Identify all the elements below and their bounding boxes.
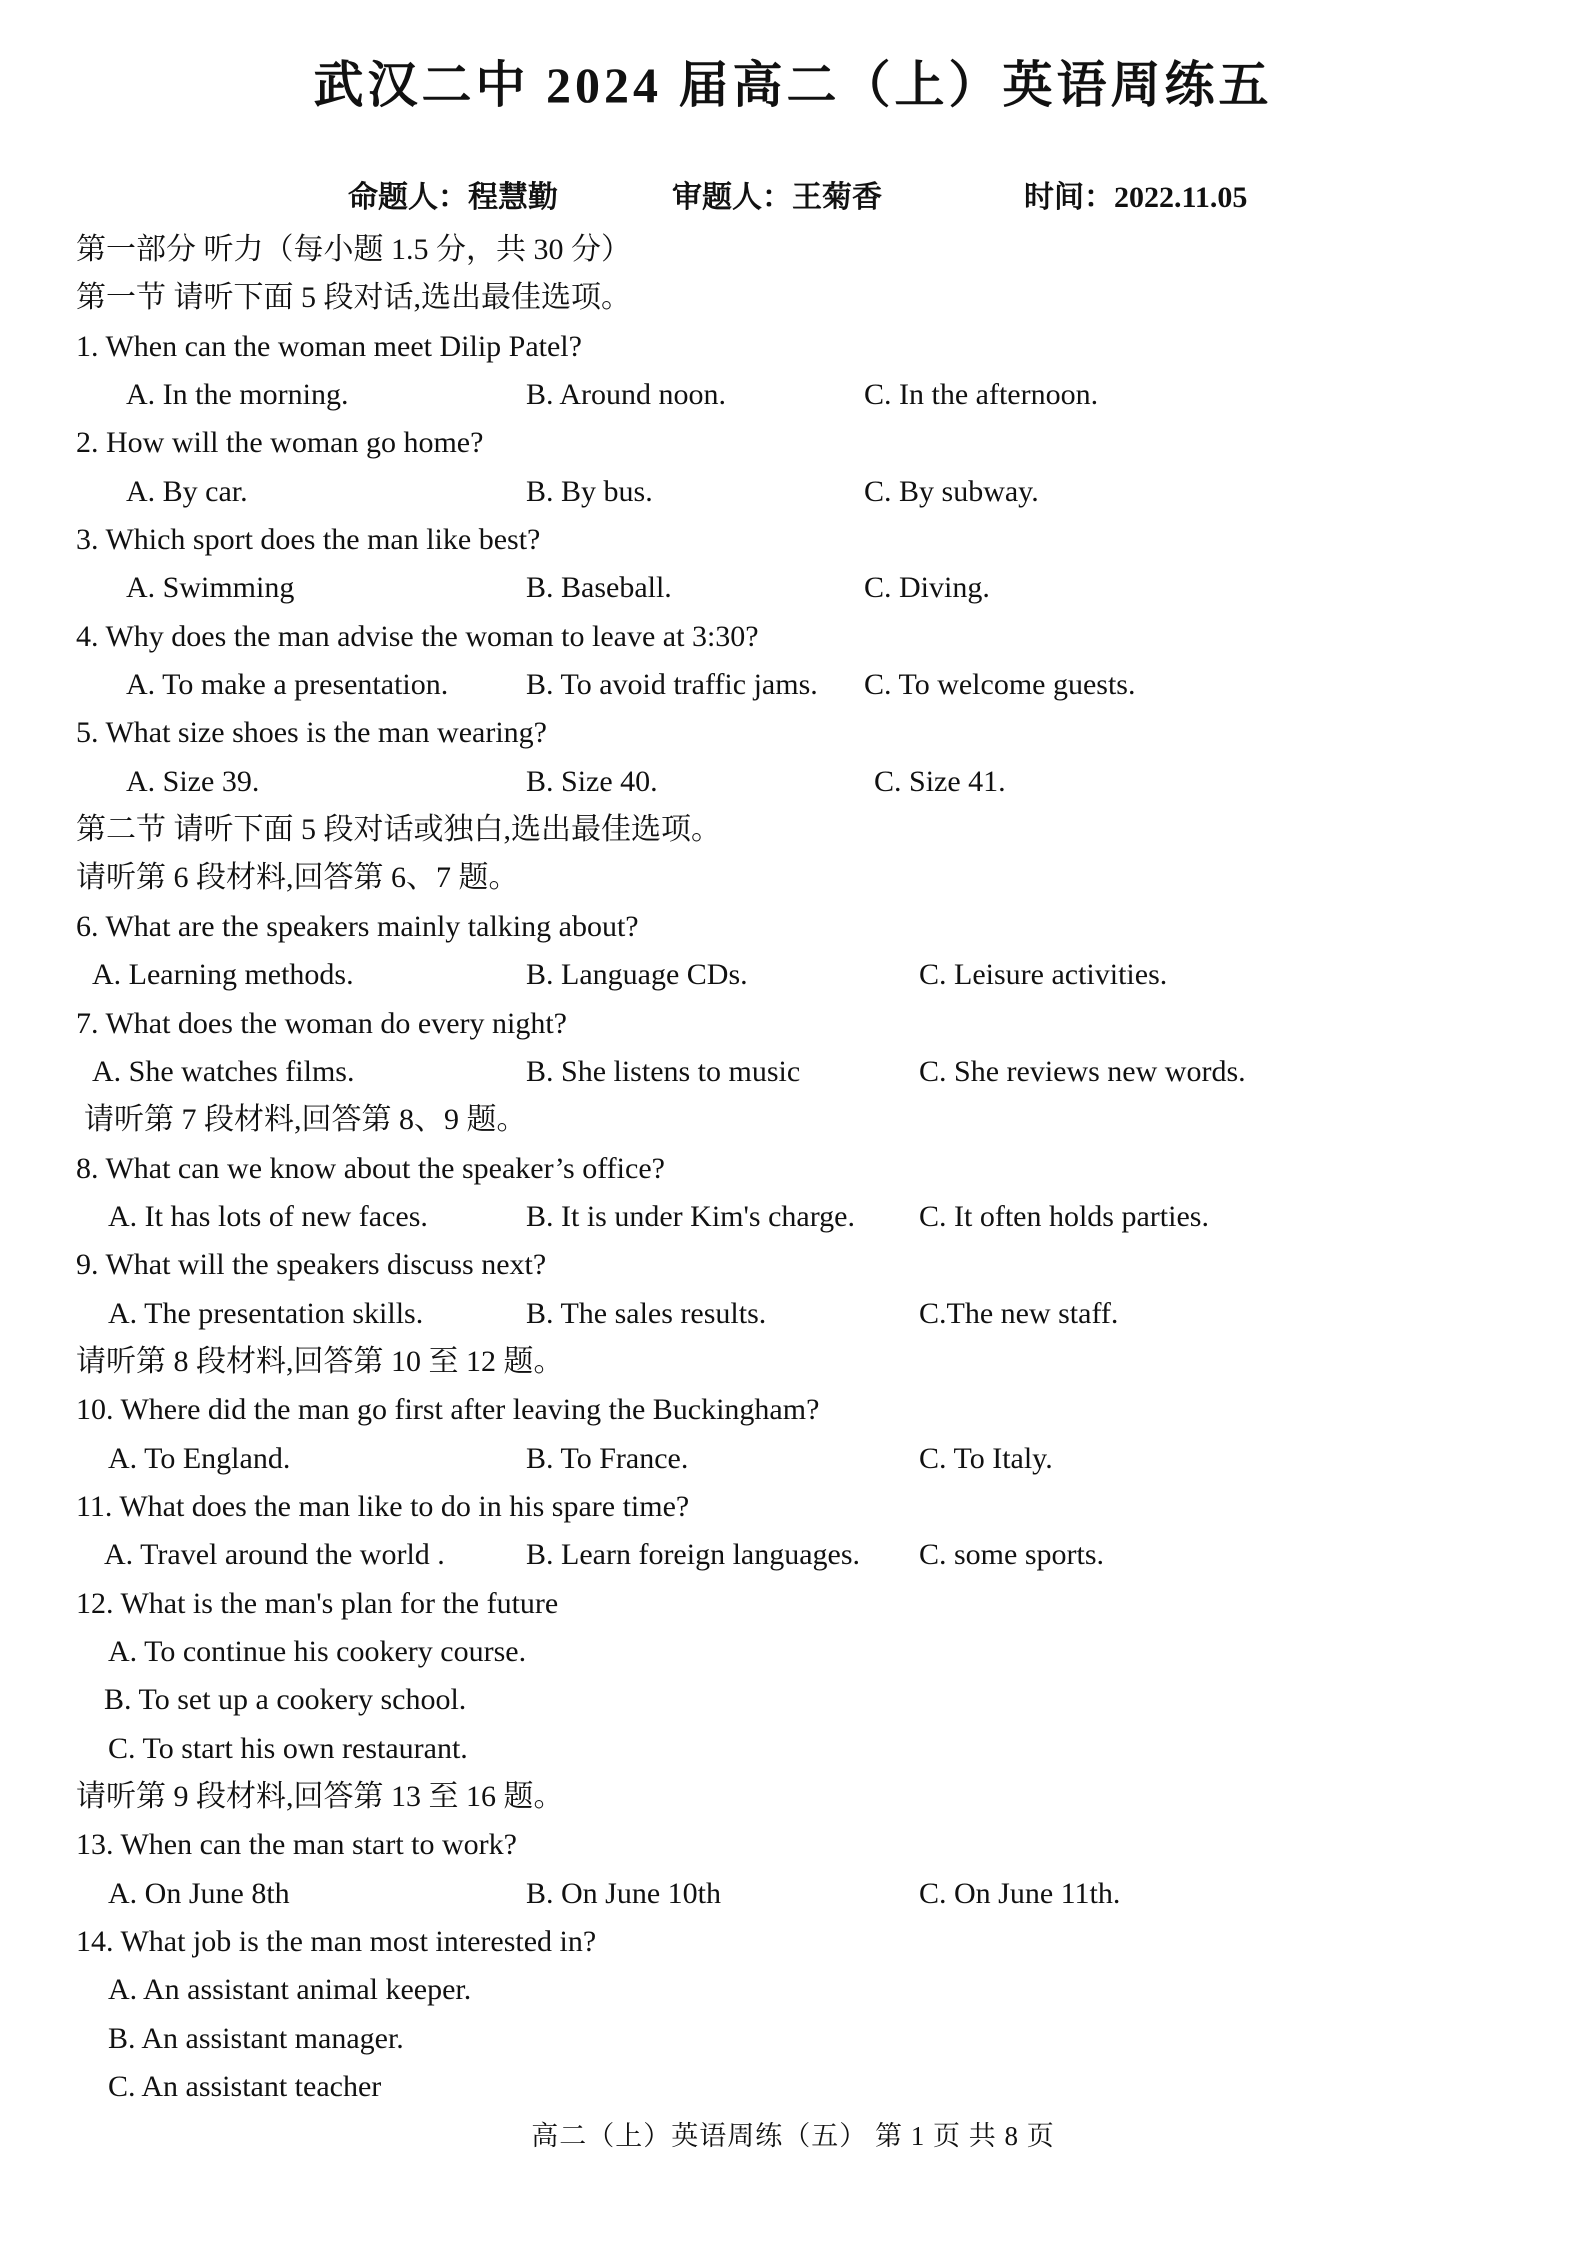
option-row (76, 1628, 1516, 1676)
question-stem (76, 1241, 1516, 1289)
question-text: 2. How will the woman go home? (76, 426, 484, 460)
answer-option: A. In the morning. (126, 378, 349, 412)
option-row (76, 1048, 1516, 1096)
option-row (76, 758, 1516, 806)
answer-option: A. She watches films. (92, 1054, 355, 1088)
option-row (76, 1435, 1516, 1483)
question-text: 13. When can the man start to work? (76, 1828, 517, 1862)
answer-option: A. To make a presentation. (126, 668, 449, 702)
option-row (76, 2015, 1516, 2063)
option-row (76, 1193, 1516, 1241)
answer-option: B. Language CDs. (526, 958, 748, 992)
question-text: 9. What will the speakers discuss next? (76, 1248, 547, 1282)
question-text: 11. What does the man like to do in his spare time? (76, 1489, 690, 1523)
answer-option: A. To England. (108, 1441, 291, 1475)
instruction-text: 请听第 6 段材料,回答第 6、7 题。 (76, 861, 519, 895)
answer-option: C. Diving. (864, 571, 990, 605)
answer-option: C. By subway. (864, 474, 1039, 508)
question-stem (76, 709, 1516, 757)
answer-option: C. To Italy. (919, 1441, 1053, 1475)
instruction-text: 请听第 9 段材料,回答第 13 至 16 题。 (76, 1780, 564, 1813)
question-list (76, 226, 1516, 2111)
question-text: 5. What size shoes is the man wearing? (76, 716, 547, 750)
section-heading (76, 806, 1516, 854)
question-stem (76, 419, 1516, 467)
section-instruction (76, 1773, 1516, 1821)
question-stem (76, 323, 1516, 371)
question-text: 8. What can we know about the speaker’s office? (76, 1151, 665, 1185)
date-label: 时间：2022.11.05 (1024, 181, 1248, 214)
answer-option: C. some sports. (919, 1538, 1105, 1572)
question-text: 10. Where did the man go first after leaving the Buckingham? (76, 1393, 820, 1427)
answer-option: B. The sales results. (526, 1296, 767, 1330)
option-row (76, 1870, 1516, 1918)
instruction-text: 请听第 7 段材料,回答第 8、9 题。 (84, 1103, 527, 1137)
instruction-text: 请听第 8 段材料,回答第 10 至 12 题。 (76, 1344, 564, 1378)
answer-option: A. The presentation skills. (108, 1296, 424, 1330)
answer-option: A. Swimming (126, 571, 295, 605)
option-row (76, 661, 1516, 709)
answer-option: C. On June 11th. (919, 1876, 1121, 1910)
question-stem (76, 516, 1516, 564)
question-stem (76, 1580, 1516, 1628)
answer-option: B. On June 10th (526, 1876, 721, 1910)
option-row (76, 1290, 1516, 1338)
answer-option: C. It often holds parties. (919, 1199, 1209, 1233)
answer-option: B. Size 40. (526, 764, 658, 798)
option-row (76, 2063, 1516, 2111)
answer-option: C. An assistant teacher (108, 2070, 382, 2104)
section-instruction (76, 1338, 1516, 1386)
instruction-text: 第一部分 听力（每小题 1.5 分，共 30 分） (76, 233, 631, 266)
answer-option: A. Size 39. (126, 764, 260, 798)
document-meta (0, 178, 1586, 218)
answer-option: A. By car. (126, 474, 248, 508)
question-text: 6. What are the speakers mainly talking about? (76, 909, 639, 943)
answer-option: B. To avoid traffic jams. (526, 668, 818, 702)
option-row (76, 564, 1516, 612)
answer-option: A. It has lots of new faces. (108, 1199, 428, 1233)
question-stem (76, 1821, 1516, 1869)
answer-option: C. To welcome guests. (864, 668, 1136, 702)
question-text: 3. Which sport does the man like best? (76, 523, 541, 557)
option-row (76, 951, 1516, 999)
answer-option: A. To continue his cookery course. (108, 1634, 527, 1668)
answer-option: A. An assistant animal keeper. (108, 1973, 472, 2007)
answer-option: B. By bus. (526, 474, 653, 508)
instruction-text: 第一节 请听下面 5 段对话,选出最佳选项。 (76, 281, 631, 315)
answer-option: C. To start his own restaurant. (108, 1731, 468, 1765)
option-row (76, 371, 1516, 419)
answer-option: B. Learn foreign languages. (526, 1538, 861, 1572)
question-stem (76, 1386, 1516, 1434)
section-heading (76, 274, 1516, 322)
answer-option: B. Around noon. (526, 378, 727, 412)
answer-option: B. Baseball. (526, 571, 672, 605)
instruction-text: 第二节 请听下面 5 段对话或独白,选出最佳选项。 (76, 813, 721, 847)
question-stem (76, 1483, 1516, 1531)
question-stem (76, 1918, 1516, 1966)
answer-option: C. She reviews new words. (919, 1054, 1246, 1088)
question-stem (76, 903, 1516, 951)
option-row (76, 1531, 1516, 1579)
option-row (76, 1676, 1516, 1724)
reviewer-label: 审题人：王菊香 (672, 181, 882, 214)
answer-option: B. To France. (526, 1441, 689, 1475)
answer-option: C.The new staff. (919, 1296, 1119, 1330)
answer-option: A. Travel around the world . (104, 1538, 445, 1572)
section-instruction (76, 854, 1516, 902)
answer-option: C. In the afternoon. (864, 378, 1099, 412)
answer-option: B. She listens to music (526, 1054, 801, 1088)
question-stem (76, 1145, 1516, 1193)
answer-option: C. Size 41. (874, 764, 1006, 798)
question-stem (76, 613, 1516, 661)
option-row (76, 1725, 1516, 1773)
option-row (76, 468, 1516, 516)
question-text: 4. Why does the man advise the woman to leave at 3:30? (76, 619, 759, 653)
answer-option: B. It is under Kim's charge. (526, 1199, 855, 1233)
section-heading (76, 226, 1516, 274)
author-label: 命题人：程慧勤 (348, 181, 558, 214)
question-text: 12. What is the man's plan for the future (76, 1586, 559, 1620)
answer-option: B. An assistant manager. (108, 2021, 404, 2055)
question-text: 1. When can the woman meet Dilip Patel? (76, 329, 582, 363)
document-title: 武汉二中 2024 届高二（上）英语周练五 (313, 57, 1273, 113)
question-text: 7. What does the woman do every night? (76, 1006, 567, 1040)
answer-option: B. To set up a cookery school. (104, 1683, 467, 1717)
answer-option: C. Leisure activities. (919, 958, 1168, 992)
page-footer: 高二（上）英语周练（五） 第 1 页 共 8 页 (531, 2121, 1055, 2151)
answer-option: A. Learning methods. (92, 958, 354, 992)
section-instruction (76, 1096, 1516, 1144)
answer-option: A. On June 8th (108, 1876, 290, 1910)
option-row (76, 1966, 1516, 2014)
question-stem (76, 1000, 1516, 1048)
question-text: 14. What job is the man most interested in? (76, 1925, 597, 1959)
